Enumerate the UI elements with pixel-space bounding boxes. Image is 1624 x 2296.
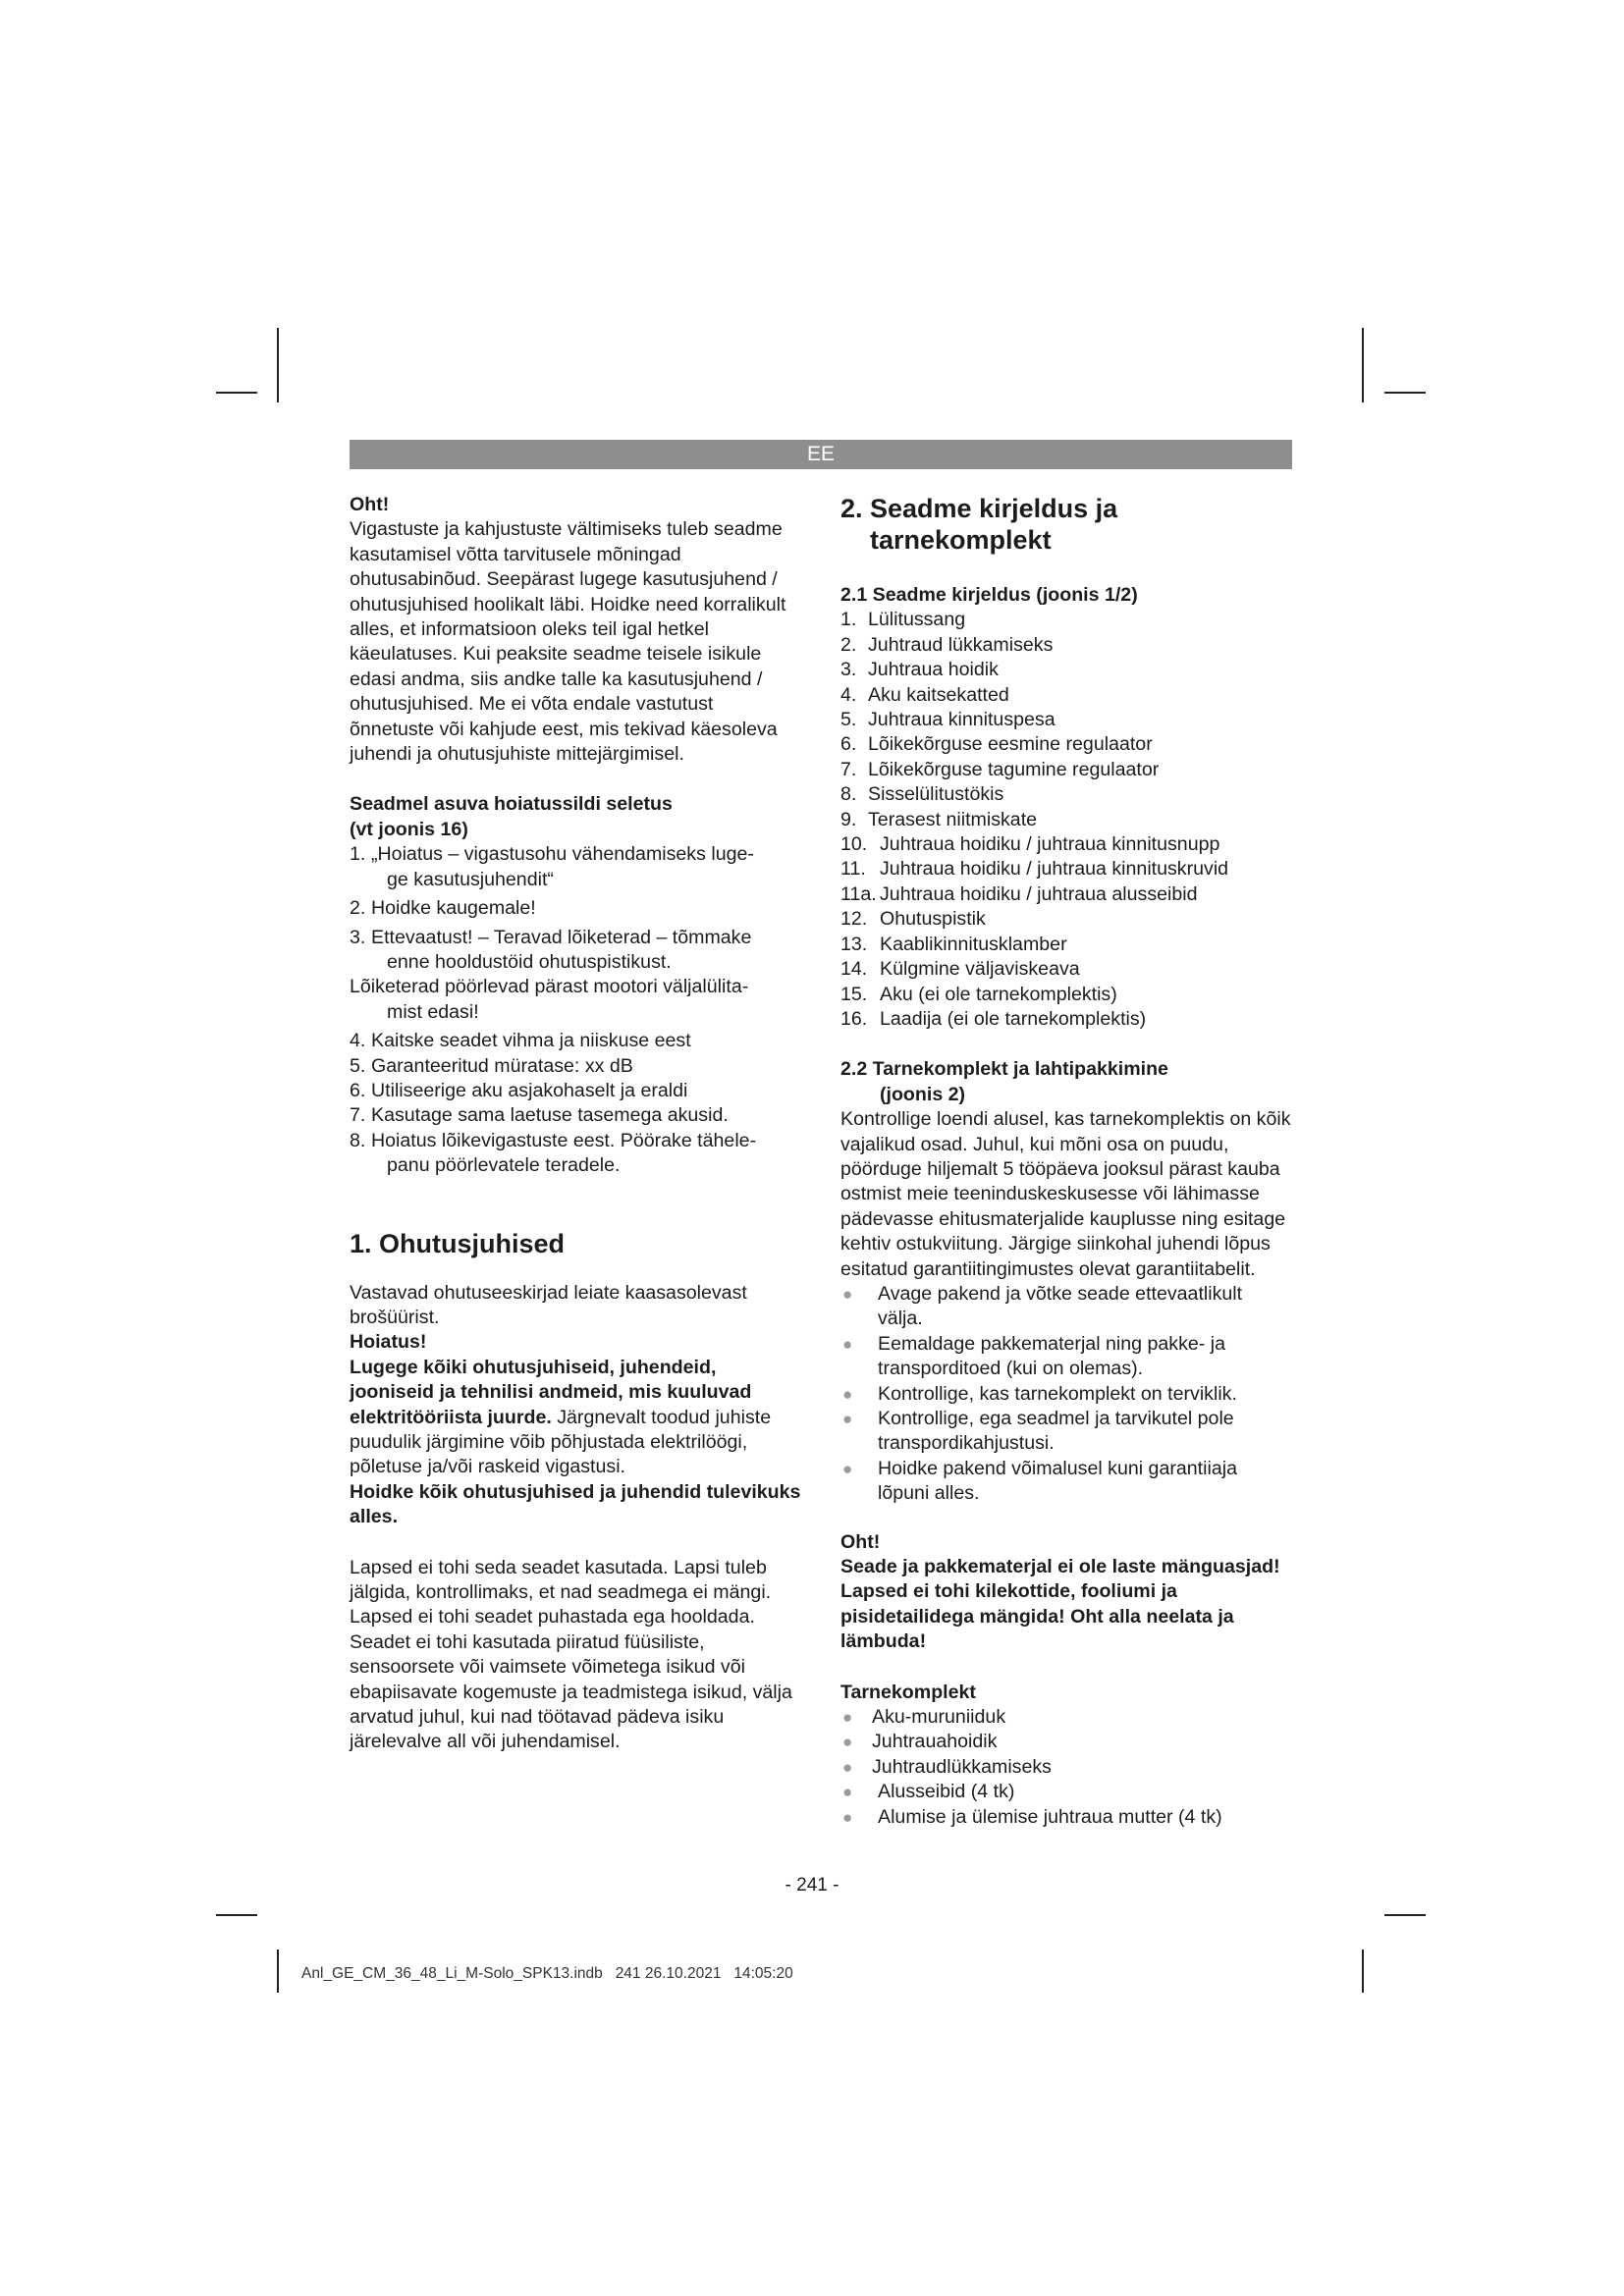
part-item: 12. Ohutuspistik bbox=[840, 908, 986, 931]
list-item: ● Eemaldage pakkematerjal ning pakke- ja transporditoed (kui on olemas). bbox=[842, 1332, 1225, 1380]
list-item: 1. „Hoiatus – vigastusohu vähendamiseks luge- ge kasutusjuhendit“ bbox=[350, 843, 754, 890]
print-time: 14:05:20 bbox=[733, 1965, 793, 1982]
part-item: 11a. Juhtraua hoidiku / juhtraua alusseibid bbox=[840, 882, 1198, 905]
page-number: - 241 - bbox=[785, 1875, 839, 1896]
subsection-2-2-heading: 2.2 Tarnekomplekt ja lahtipakkimine (joonis 2) bbox=[840, 1058, 1168, 1105]
danger-text-2: Seade ja pakkematerjal ei ole laste mänguasjad! Lapsed ei tohi kilekottide, fooliumi ja pisidetailidega mängida! Oht alla neelata ja lämbuda! bbox=[840, 1556, 1280, 1653]
right-column bbox=[840, 493, 1292, 1830]
bullet-icon: ● bbox=[842, 1284, 853, 1304]
part-item: 7. Lõikekõrguse tagumine regulaator bbox=[840, 758, 1160, 780]
part-item: 11. Juhtraua hoidiku / juhtraua kinnituskruvid bbox=[840, 858, 1229, 881]
section-1-title: 1. Ohutusjuhised bbox=[350, 1228, 566, 1258]
part-item: 16. Laadija (ei ole tarnekomplektis) bbox=[840, 1007, 1147, 1030]
part-item: 5. Juhtraua kinnituspesa bbox=[840, 709, 1056, 731]
danger-heading-2: Oht! bbox=[840, 1530, 881, 1553]
bullet-icon: ● bbox=[842, 1733, 853, 1752]
device-parts-list bbox=[840, 608, 1292, 1032]
list-item: 7. Kasutage sama laetuse tasemega akusid. bbox=[350, 1104, 729, 1127]
list-item: 5. Garanteeritud müratase: xx dB bbox=[350, 1054, 633, 1077]
list-item: ● Hoidke pakend võimalusel kuni garantiiaja lõpuni alles. bbox=[842, 1457, 1237, 1505]
bullet-icon: ● bbox=[842, 1334, 853, 1354]
warning-sign-list bbox=[350, 842, 801, 1178]
bullet-icon: ● bbox=[842, 1783, 853, 1802]
list-item: ● Alumise ja ülemise juhtraua mutter (4 tk) bbox=[840, 1805, 1292, 1830]
crop-mark-bottom-left-vertical bbox=[277, 1949, 279, 1993]
bullet-icon: ● bbox=[842, 1757, 853, 1777]
bullet-icon: ● bbox=[842, 1384, 853, 1404]
children-safety-text: Lapsed ei tohi seda seadet kasutada. Lapsi tuleb jälgida, kontrollimaks, et nad seadmega ei mängi. Lapsed ei tohi seadet puhastada ega hooldada. Seadet ei tohi kasutada piiratud füüsiliste, sensoorsete või vaimsete võimetega isikud või ebapiisavate kogemuste ja teadmistega isikud, välja arvatud juhul, kui nad töötavad pädeva isiku järelevalve all või juhendamisel. bbox=[350, 1556, 792, 1753]
bullet-icon: ● bbox=[842, 1410, 853, 1428]
crop-mark-top-left-horizontal bbox=[216, 392, 257, 394]
part-item: 4. Aku kaitsekatted bbox=[840, 683, 1009, 706]
part-item: 13. Kaablikinnitusklamber bbox=[840, 933, 1067, 955]
crop-mark-top-right-vertical bbox=[1362, 328, 1364, 402]
part-item: 10. Juhtraua hoidiku / juhtraua kinnitusnupp bbox=[840, 833, 1220, 856]
part-item: 6. Lõikekõrguse eesmine regulaator bbox=[840, 733, 1153, 756]
section-1-intro: Vastavad ohutuseeskirjad leiate kaasasolevast brošüürist. bbox=[350, 1281, 747, 1328]
list-item: ● Kontrollige, ega seadmel ja tarvikutel pole transpordikahjustusi. bbox=[842, 1408, 1234, 1455]
print-file-info bbox=[301, 1965, 793, 1983]
list-item: 3. Ettevaatust! – Teravad lõiketerad – tõmmake enne hooldustöid ohutuspistikust. bbox=[350, 926, 752, 973]
danger-heading: Oht! bbox=[350, 494, 390, 515]
language-code: EE bbox=[806, 443, 835, 465]
section-2-title: 2. Seadme kirjeldus ja tarnekomplekt bbox=[840, 494, 1118, 555]
list-item: 8. Hoiatus lõikevigastuste eest. Pöörake tähele- panu pöörlevatele teradele. bbox=[350, 1129, 757, 1177]
part-item: 14. Külgmine väljaviskeava bbox=[840, 958, 1080, 981]
crop-mark-top-right-horizontal bbox=[1384, 392, 1426, 394]
bullet-icon: ● bbox=[842, 1807, 853, 1827]
print-date: 26.10.2021 bbox=[644, 1965, 722, 1982]
list-item: Lõiketerad pöörlevad pärast mootori väljalülita- mist edasi! bbox=[350, 976, 749, 1023]
list-item: ● Kontrollige, kas tarnekomplekt on terviklik. bbox=[840, 1382, 1292, 1407]
warning-label: Hoiatus! bbox=[350, 1331, 427, 1354]
part-item: 9. Terasest niitmiskate bbox=[840, 808, 1038, 830]
unpacking-steps-list bbox=[840, 1282, 1292, 1507]
warning-paragraph: Lugege kõiki ohutusjuhiseid, juhendeid, jooniseid ja tehnilisi andmeid, mis kuuluvad elektritööriista juurde. Järgnevalt toodud juhiste puudulik järgimine võib põhjustada elektrilöögi, põletuse ja/või raskeid vigastusi. bbox=[350, 1356, 772, 1478]
warning-sign-heading-ref: (vt joonis 16) bbox=[350, 818, 468, 840]
crop-mark-bottom-left-horizontal bbox=[216, 1914, 257, 1916]
language-header-bar bbox=[350, 440, 1292, 469]
file-page: 241 bbox=[615, 1965, 641, 1982]
part-item: 15. Aku (ei ole tarnekomplektis) bbox=[840, 983, 1117, 1005]
bullet-icon: ● bbox=[842, 1459, 853, 1478]
crop-mark-top-left-vertical bbox=[277, 328, 279, 402]
list-item: 2. Hoidke kaugemale! bbox=[350, 897, 536, 920]
left-column bbox=[350, 493, 801, 1755]
part-item: 3. Juhtraua hoidik bbox=[840, 659, 999, 681]
list-item: ● Alusseibid (4 tk) bbox=[840, 1780, 1292, 1804]
crop-mark-bottom-right-horizontal bbox=[1384, 1914, 1426, 1916]
part-item: 2. Juhtraud lükkamiseks bbox=[840, 633, 1054, 656]
part-item: 1. Lülitussang bbox=[840, 609, 966, 631]
list-item: ● Juhtrauahoidik bbox=[840, 1730, 1292, 1754]
list-item: 6. Utiliseerige aku asjakohaselt ja eraldi bbox=[350, 1079, 688, 1101]
crop-mark-bottom-right-vertical bbox=[1362, 1949, 1364, 1993]
list-item: ● Aku-muruniiduk bbox=[840, 1705, 1292, 1730]
warning-sign-heading: Seadmel asuva hoiatussildi seletus bbox=[350, 793, 673, 816]
danger-text: Vigastuste ja kahjustuste vältimiseks tuleb seadme kasutamisel võtta tarvitusele mõningad ohutusabinõud. Seepärast lugege kasutusjuhend / ohutusjuhised hoolikalt läbi. Hoidke need korralikult alles, et informatsioon oleks teil igal hetkel käeulatuses. Kui peaksite seadme teisele isikule edasi andma, siis andke talle ka kasutusjuhend / ohutusjuhised. Me ei võta endale vastutust õnnetuste või kahjude eest, mis tekivad käesoleva juhendi ja ohutusjuhiste mittejärgimisel. bbox=[350, 518, 786, 766]
bullet-icon: ● bbox=[842, 1708, 853, 1728]
list-item: 4. Kaitske seadet vihma ja niiskuse eest bbox=[350, 1030, 691, 1052]
keep-instructions-text: Hoidke kõik ohutusjuhised ja juhendid tulevikuks alles. bbox=[350, 1480, 801, 1528]
file-name: Anl_GE_CM_36_48_Li_M-Solo_SPK13.indb bbox=[301, 1965, 603, 1982]
part-item: 8. Sisselülitustökis bbox=[840, 783, 1004, 806]
list-item: ● Juhtraudlükkamiseks bbox=[840, 1755, 1292, 1780]
subsection-2-2-text: Kontrollige loendi alusel, kas tarnekomplektis on kõik vajalikud osad. Juhul, kui mõni osa on puudu, pöörduge hiljemalt 5 tööpäeva jooksul pärast kauba ostmist meie teeninduskeskusesse või lähimasse pädevasse ehitusmaterjalide kauplusse ning esitage kehtiv ostukviitung. Järgige siinkohal juhendi lõpus esitatud garantiitingimustes olevat garantiitabelit. bbox=[840, 1108, 1291, 1280]
delivery-scope-heading: Tarnekomplekt bbox=[840, 1681, 976, 1703]
list-item: ● Avage pakend ja võtke seade ettevaatlikult välja. bbox=[842, 1282, 1243, 1330]
delivery-scope-list bbox=[840, 1705, 1292, 1830]
subsection-2-1-heading: 2.1 Seadme kirjeldus (joonis 1/2) bbox=[840, 584, 1138, 606]
